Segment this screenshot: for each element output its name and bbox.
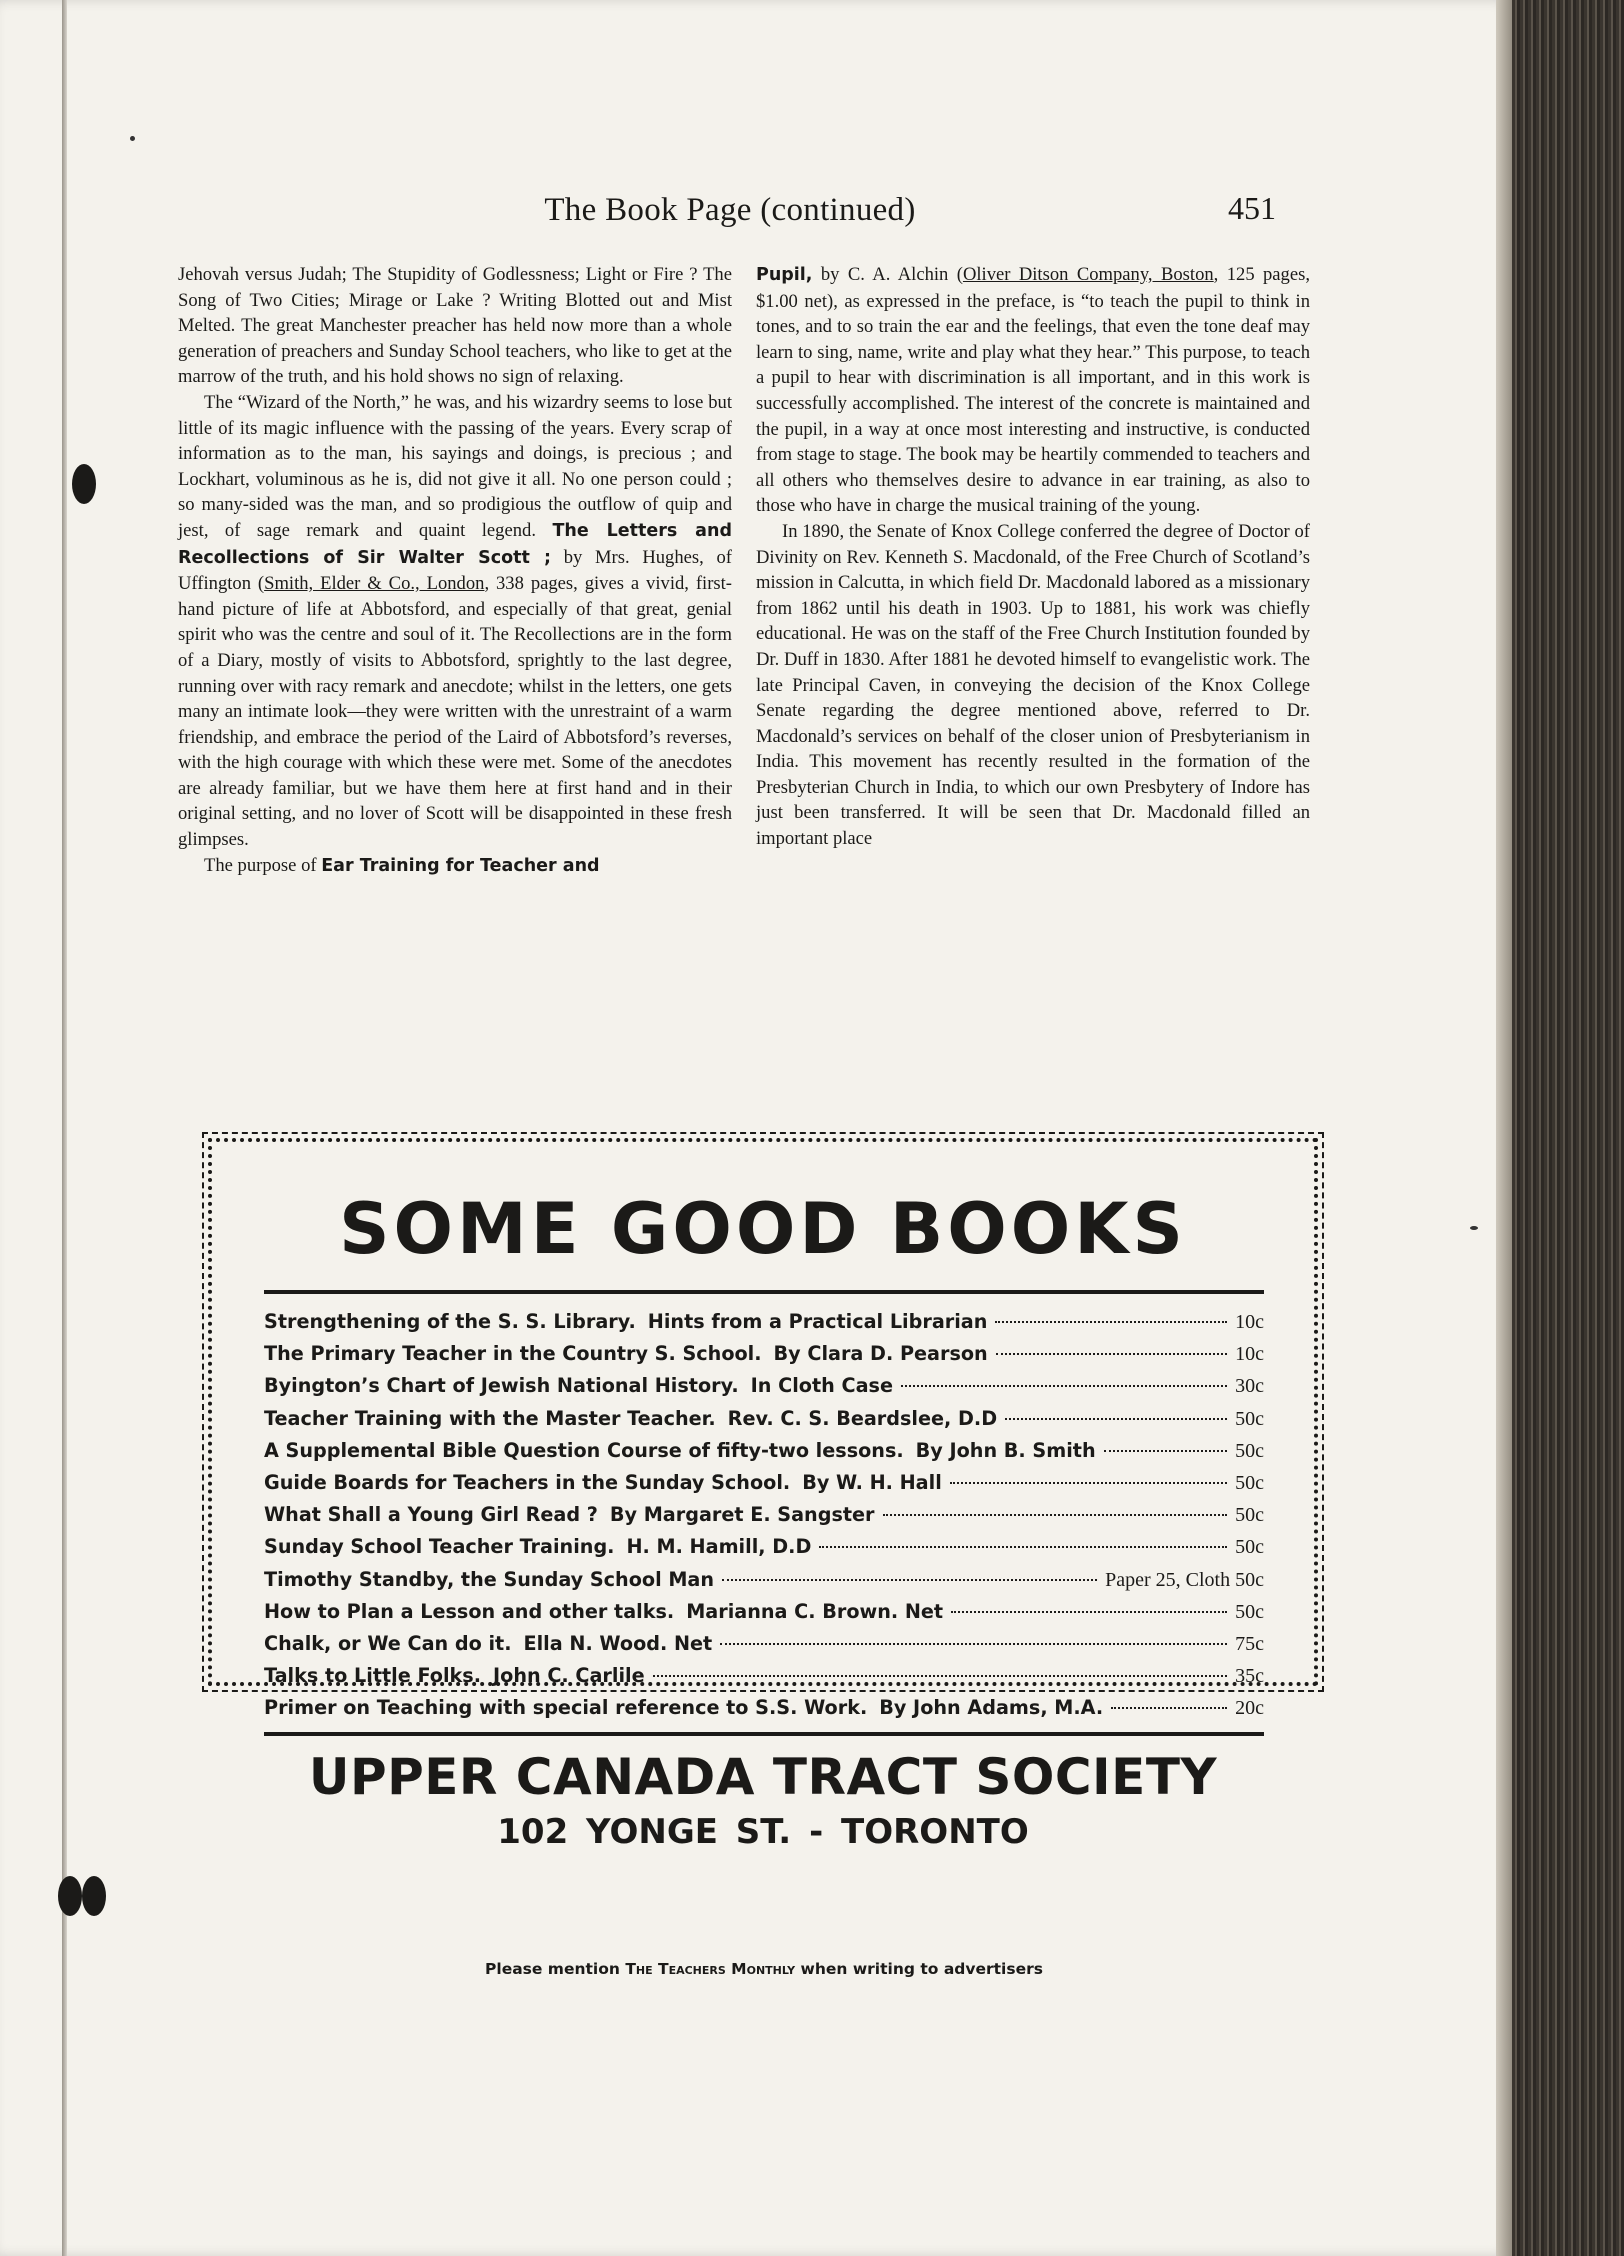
book-title: Byington’s Chart of Jewish National History. bbox=[264, 1374, 739, 1398]
book-author: Hints from a Practical Librarian bbox=[647, 1310, 988, 1333]
book-price: 35c bbox=[1235, 1665, 1264, 1688]
dot-leader bbox=[1005, 1418, 1227, 1420]
book-author: Ella N. Wood. Net bbox=[523, 1631, 713, 1655]
ad-divider bbox=[264, 1732, 1264, 1736]
book-title: Sunday School Teacher Training. bbox=[264, 1535, 615, 1559]
book-price: 50c bbox=[1235, 1407, 1264, 1430]
book-price: 10c bbox=[1235, 1311, 1264, 1333]
ad-title: SOME GOOD BOOKS bbox=[339, 1188, 1187, 1270]
book-list-item bbox=[264, 1664, 1264, 1696]
book-list-item bbox=[264, 1568, 1264, 1600]
book-list-item bbox=[264, 1600, 1264, 1632]
book-title: Teacher Training with the Master Teacher. bbox=[264, 1406, 716, 1430]
scan-speck bbox=[130, 136, 135, 141]
book-title: Timothy Standby, the Sunday School Man bbox=[264, 1567, 715, 1591]
book-title: Strengthening of the S. S. Library. bbox=[264, 1310, 636, 1333]
book-list-item bbox=[264, 1535, 1264, 1567]
book-author: Marianna C. Brown. Net bbox=[686, 1599, 944, 1623]
dot-leader bbox=[901, 1385, 1227, 1387]
book-price: 50c bbox=[1235, 1471, 1264, 1494]
book-title: A Supplemental Bible Question Course of fifty-two lessons. bbox=[264, 1438, 904, 1462]
binding-hole bbox=[82, 1876, 106, 1916]
book-title: Pupil, bbox=[756, 265, 813, 285]
ad-divider bbox=[264, 1290, 1264, 1294]
dot-leader bbox=[951, 1611, 1227, 1613]
book-author: By Margaret E. Sangster bbox=[609, 1503, 875, 1527]
footer-text: Please mention bbox=[485, 1960, 620, 1978]
advertisement bbox=[208, 1138, 1318, 1852]
publisher-address: 102 YONGE ST. - TORONTO bbox=[497, 1812, 1029, 1852]
scan-speck bbox=[1470, 1226, 1478, 1230]
book-list-item bbox=[264, 1696, 1264, 1728]
book-title: Guide Boards for Teachers in the Sunday School. bbox=[264, 1470, 791, 1494]
book-price: 50c bbox=[1235, 1439, 1264, 1462]
book-list-item bbox=[264, 1374, 1264, 1406]
footer-note bbox=[404, 1960, 1124, 1978]
binding-hole bbox=[58, 1876, 82, 1916]
book-list-item bbox=[264, 1471, 1264, 1503]
book-author: By John Adams, M.A. bbox=[879, 1696, 1104, 1720]
book-list-item bbox=[264, 1632, 1264, 1664]
running-head: The Book Page (continued) bbox=[544, 192, 916, 228]
book-title: Ear Training for Teacher and bbox=[321, 855, 600, 876]
publisher-name: Smith, Elder & Co., London bbox=[264, 573, 485, 595]
paragraph-text: , 125 pages, $1.00 net), as expressed in the preface, is “to teach the pupil to think in tones, and to so train the ear and the feelings, that even the tone deaf may learn to sing, name, write and play what they hear.” This purpose, to teach a pupil to hear with discrimination is all important, and in this work is successfully accomplished. The interest of the concrete is maintained and the pupil, in a way at once most interesting and instructive, is conducted from stage to stage. The book may be heartily commended to teachers and all others who themselves desire to advance in ear training, as also to those who have in charge the musical training of the young. bbox=[756, 264, 1310, 517]
dot-leader bbox=[950, 1482, 1227, 1484]
book-title: Chalk, or We Can do it. bbox=[264, 1631, 512, 1655]
book-price: 30c bbox=[1235, 1375, 1264, 1398]
page-number: 451 bbox=[1228, 190, 1276, 226]
paragraph bbox=[178, 853, 732, 880]
book-title: The Letters and Recollections of Sir Walter Scott ; bbox=[178, 520, 732, 568]
book-author: By W. H. Hall bbox=[802, 1470, 942, 1494]
footer-text: when writing to advertisers bbox=[800, 1960, 1043, 1978]
book-author: John C. Carlile bbox=[493, 1664, 645, 1688]
book-list-item bbox=[264, 1439, 1264, 1471]
book-title: Primer on Teaching with special reference to S.S. Work. bbox=[264, 1696, 868, 1720]
book-list bbox=[264, 1310, 1264, 1728]
book-list-item bbox=[264, 1342, 1264, 1374]
paragraph-text: The purpose of bbox=[204, 854, 317, 876]
book-price: Paper 25, Cloth 50c bbox=[1105, 1568, 1264, 1591]
paragraph-text: , 338 pages, gives a vivid, first-hand picture of life at Abbotsford, and especially of that great, genial spirit who was the centre and soul of it. The Recollections are in the form of a Diary, mostly of visits to Abbotsford, sprightly to the last degree, running over with racy remark and anecdote; whilst in the letters, one gets many an intimate look—they were written with the unrestraint of a warm friendship, and embrace the period of the Laird of Abbotsford’s reverses, with the high courage with which these were met. Some of the anecdotes are already familiar, but we have them here at first hand and in their original setting, and no lover of Scott will be disappointed in these fresh glimpses. bbox=[178, 573, 732, 851]
page-fold bbox=[62, 0, 67, 2256]
book-title: Talks to Little Folks. bbox=[264, 1664, 482, 1688]
book-price: 75c bbox=[1235, 1632, 1264, 1655]
magazine-name: The Teachers Monthly bbox=[625, 1960, 796, 1978]
book-price: 50c bbox=[1235, 1600, 1264, 1623]
paragraph-text: The “Wizard of the North,” he was, and his wizardry seems to lose but little of its magic influence with the passing of the years. Every scrap of information as to the man, his sayings and doings, is precious ; and Lockhart, voluminous as he is, did not give it all. No one person could ; so many-sided was the man, and so prodigious the outflow of quip and jest, of sage remark and quaint legend. bbox=[178, 391, 732, 541]
dot-leader bbox=[1111, 1707, 1227, 1709]
book-author: By John B. Smith bbox=[915, 1438, 1096, 1462]
book-author: H. M. Hamill, D.D bbox=[626, 1535, 812, 1559]
book-price: 20c bbox=[1235, 1697, 1264, 1720]
paragraph-text: by C. A. Alchin ( bbox=[820, 264, 963, 285]
book-price: 50c bbox=[1235, 1536, 1264, 1559]
book-list-item bbox=[264, 1310, 1264, 1342]
paragraph: Jehovah versus Judah; The Stupidity of Godlessness; Light or Fire ? The Song of Two Cities; Mirage or Lake ? Writing Blotted out and Mist Melted. The great Manchester preacher has held now more than a whole generation of preachers and Sunday School teachers, who like to get at the marrow of the truth, and his hold shows no sign of relaxing. bbox=[178, 264, 733, 388]
book-author: In Cloth Case bbox=[750, 1374, 893, 1398]
book-title: How to Plan a Lesson and other talks. bbox=[264, 1599, 675, 1623]
book-title: What Shall a Young Girl Read ? bbox=[264, 1503, 598, 1527]
paragraph: In 1890, the Senate of Knox College conferred the degree of Doctor of Divinity on Rev. Kenneth S. Macdonald, of the Free Church of Scotland’s mission in Calcutta, in which field Dr. Macdonald labored as a missionary from 1862 until his death in 1903. Up to 1881, his work was chiefly educational. He was on the staff of the Free Church Institution founded by Dr. Duff in 1830. After 1881 he devoted himself to evangelistic work. The late Principal Caven, in conveying the decision of the Knox College Senate regarding the degree mentioned above, referred to Dr. Macdonald’s services on behalf of the closer union of Presbyterianism in India. This movement has recently resulted in the formation of the Presbyterian Church in India, to which our own Presbytery of Indore has just been transferred. It will be seen that Dr. Macdonald filled an important place bbox=[756, 520, 1310, 850]
dot-leader bbox=[653, 1675, 1227, 1677]
right-column bbox=[756, 262, 1310, 852]
book-price: 10c bbox=[1235, 1343, 1264, 1366]
publisher-name: Oliver Ditson Company, Boston bbox=[962, 264, 1214, 285]
dot-leader bbox=[819, 1546, 1227, 1548]
book-list-item bbox=[264, 1503, 1264, 1535]
paragraph-text: by Mrs. Hughes, of Uffington ( bbox=[178, 546, 732, 595]
binding-hole bbox=[72, 464, 96, 504]
book-author: By Clara D. Pearson bbox=[773, 1342, 988, 1366]
book-author: Rev. C. S. Beardslee, D.D bbox=[727, 1406, 998, 1430]
dot-leader bbox=[995, 1321, 1227, 1323]
book-title: The Primary Teacher in the Country S. School. bbox=[264, 1342, 762, 1366]
dot-leader bbox=[720, 1643, 1227, 1645]
publisher-name: UPPER CANADA TRACT SOCIETY bbox=[308, 1748, 1218, 1806]
paragraph bbox=[756, 262, 1310, 519]
left-column bbox=[178, 262, 732, 879]
book-list-item bbox=[264, 1407, 1264, 1439]
dot-leader bbox=[1104, 1450, 1227, 1452]
dot-leader bbox=[996, 1353, 1227, 1355]
dot-leader bbox=[722, 1579, 1097, 1581]
book-edge bbox=[1512, 0, 1624, 2256]
paragraph bbox=[178, 390, 732, 853]
book-price: 50c bbox=[1235, 1504, 1264, 1527]
dot-leader bbox=[883, 1514, 1228, 1516]
